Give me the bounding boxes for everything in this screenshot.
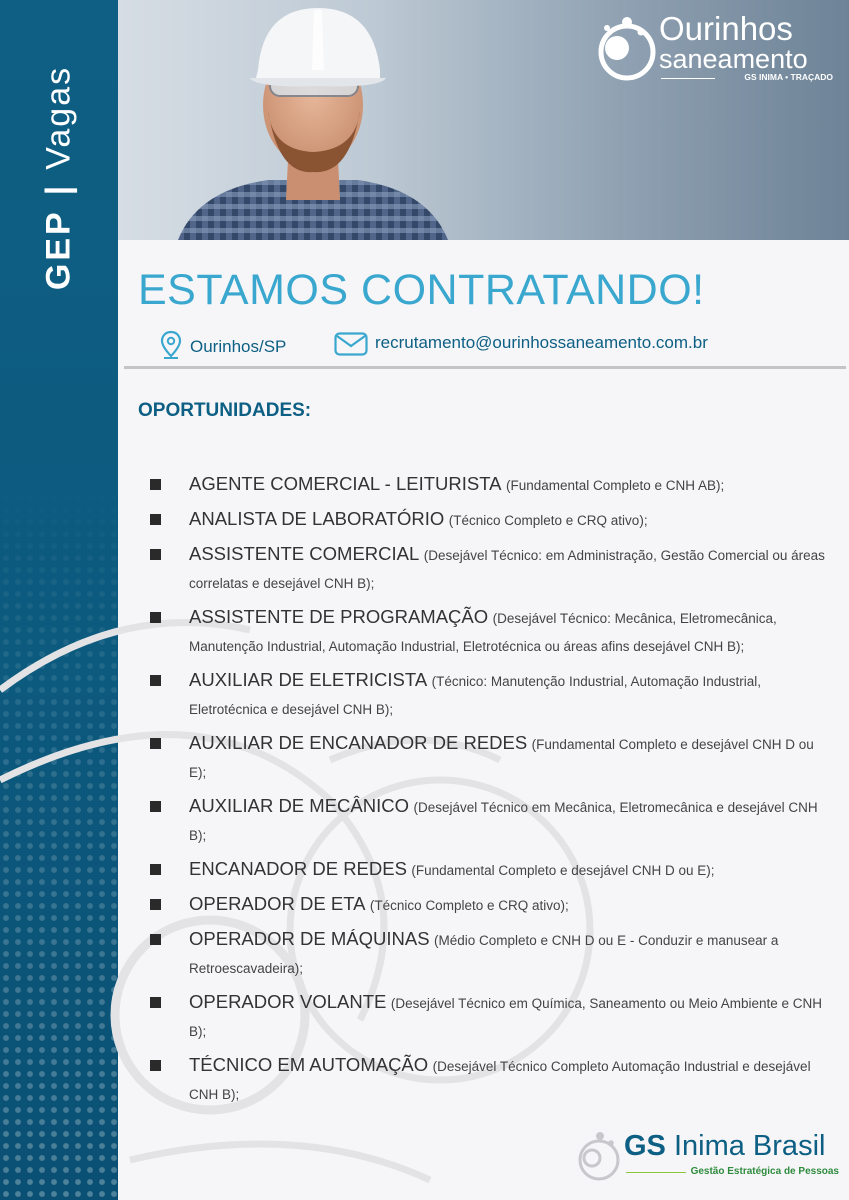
bullet-square-icon [150, 934, 161, 945]
headline: ESTAMOS CONTRATANDO! [138, 266, 705, 314]
job-title: TÉCNICO EM AUTOMAÇÃO [189, 1054, 429, 1075]
bullet-square-icon [150, 675, 161, 686]
sidebar-label-vagas: Vagas [39, 65, 78, 170]
job-item [150, 988, 825, 1046]
sidebar-label-separator: | [39, 183, 78, 196]
job-requirements: (Desejável Técnico em Mecânica, Eletromecânica e desejável CNH B); [189, 800, 818, 843]
bullet-square-icon [150, 612, 161, 623]
job-item [150, 855, 825, 885]
job-item [150, 470, 825, 500]
job-item [150, 792, 825, 850]
job-requirements: (Desejável Técnico Completo Automação Industrial e desejável CNH B); [189, 1059, 811, 1102]
job-list [150, 470, 825, 1114]
job-title: AUXILIAR DE ENCANADOR DE REDES [189, 732, 528, 753]
job-item [150, 890, 825, 920]
location-text: Ourinhos/SP [190, 337, 287, 356]
job-title: AUXILIAR DE ELETRICISTA [189, 669, 428, 690]
job-item [150, 729, 825, 787]
bullet-square-icon [150, 801, 161, 812]
job-title: OPERADOR VOLANTE [189, 991, 387, 1012]
logo-subtitle: saneamento [659, 44, 808, 74]
sidebar-label [40, 66, 79, 290]
water-drop-logo-icon [593, 12, 657, 84]
logo-name: Ourinhos [659, 10, 793, 47]
job-requirements: (Médio Completo e CNH D ou E - Conduzir e manusear a Retroescavadeira); [189, 933, 779, 976]
job-requirements: (Técnico Completo e CRQ ativo); [369, 898, 569, 913]
footer-logo-rest: Inima Brasil [665, 1130, 826, 1162]
gs-inima-logo-icon [574, 1128, 622, 1184]
job-requirements: (Técnico: Manutenção Industrial, Automação Industrial, Eletrotécnica e desejável CNH B); [189, 674, 762, 717]
job-item [150, 603, 825, 661]
gs-inima-logo [574, 1128, 839, 1192]
bullet-square-icon [150, 864, 161, 875]
job-title: OPERADOR DE ETA [189, 893, 366, 914]
job-title: ASSISTENTE COMERCIAL [189, 543, 420, 564]
envelope-icon [334, 332, 368, 356]
job-item [150, 540, 825, 598]
job-requirements: (Fundamental Completo e desejável CNH D ou E); [189, 737, 814, 780]
job-requirements: (Fundamental Completo e CNH AB); [505, 478, 725, 493]
job-title: ASSISTENTE DE PROGRAMAÇÃO [189, 606, 489, 627]
bullet-square-icon [150, 899, 161, 910]
header-divider [124, 366, 846, 369]
footer-logo-name [624, 1130, 825, 1163]
job-item [150, 925, 825, 983]
job-title: AGENTE COMERCIAL - LEITURISTA [189, 473, 502, 494]
bullet-square-icon [150, 738, 161, 749]
job-title: ANALISTA DE LABORATÓRIO [189, 508, 445, 529]
contact-row [160, 330, 820, 360]
footer-logo-tagline: Gestão Estratégica de Pessoas [690, 1166, 839, 1177]
job-title: AUXILIAR DE MECÂNICO [189, 795, 409, 816]
map-pin-icon [160, 330, 182, 360]
footer-logo-divider [626, 1172, 686, 1173]
job-item [150, 666, 825, 724]
email-link[interactable]: recrutamento@ourinhossaneamento.com.br [375, 333, 708, 352]
footer-logo-gs: GS [624, 1130, 666, 1162]
job-title: OPERADOR DE MÁQUINAS [189, 928, 430, 949]
bullet-square-icon [150, 514, 161, 525]
sidebar-label-gep: GEP [39, 209, 78, 291]
job-item [150, 1051, 825, 1109]
bullet-square-icon [150, 997, 161, 1008]
job-requirements: (Fundamental Completo e desejável CNH D ou E); [411, 863, 715, 878]
job-requirements: (Técnico Completo e CRQ ativo); [448, 513, 648, 528]
job-requirements: (Desejável Técnico: em Administração, Gestão Comercial ou áreas correlatas e desejável CNH B); [189, 548, 825, 591]
bullet-square-icon [150, 1060, 161, 1071]
bullet-square-icon [150, 479, 161, 490]
bullet-square-icon [150, 549, 161, 560]
job-requirements: (Desejável Técnico em Química, Saneamento ou Meio Ambiente e CNH B); [189, 996, 823, 1039]
job-requirements: (Desejável Técnico: Mecânica, Eletromecânica, Manutenção Industrial, Automação Industrial, Eletrotécnica ou áreas afins desejável CNH B); [189, 611, 777, 654]
ourinhos-logo [593, 12, 833, 84]
logo-divider [661, 78, 715, 79]
section-title: OPORTUNIDADES: [138, 400, 312, 421]
job-item [150, 505, 825, 535]
hero-banner [118, 0, 849, 240]
job-title: ENCANADOR DE REDES [189, 858, 407, 879]
logo-tagline: GS INIMA • TRAÇADO [744, 72, 833, 82]
